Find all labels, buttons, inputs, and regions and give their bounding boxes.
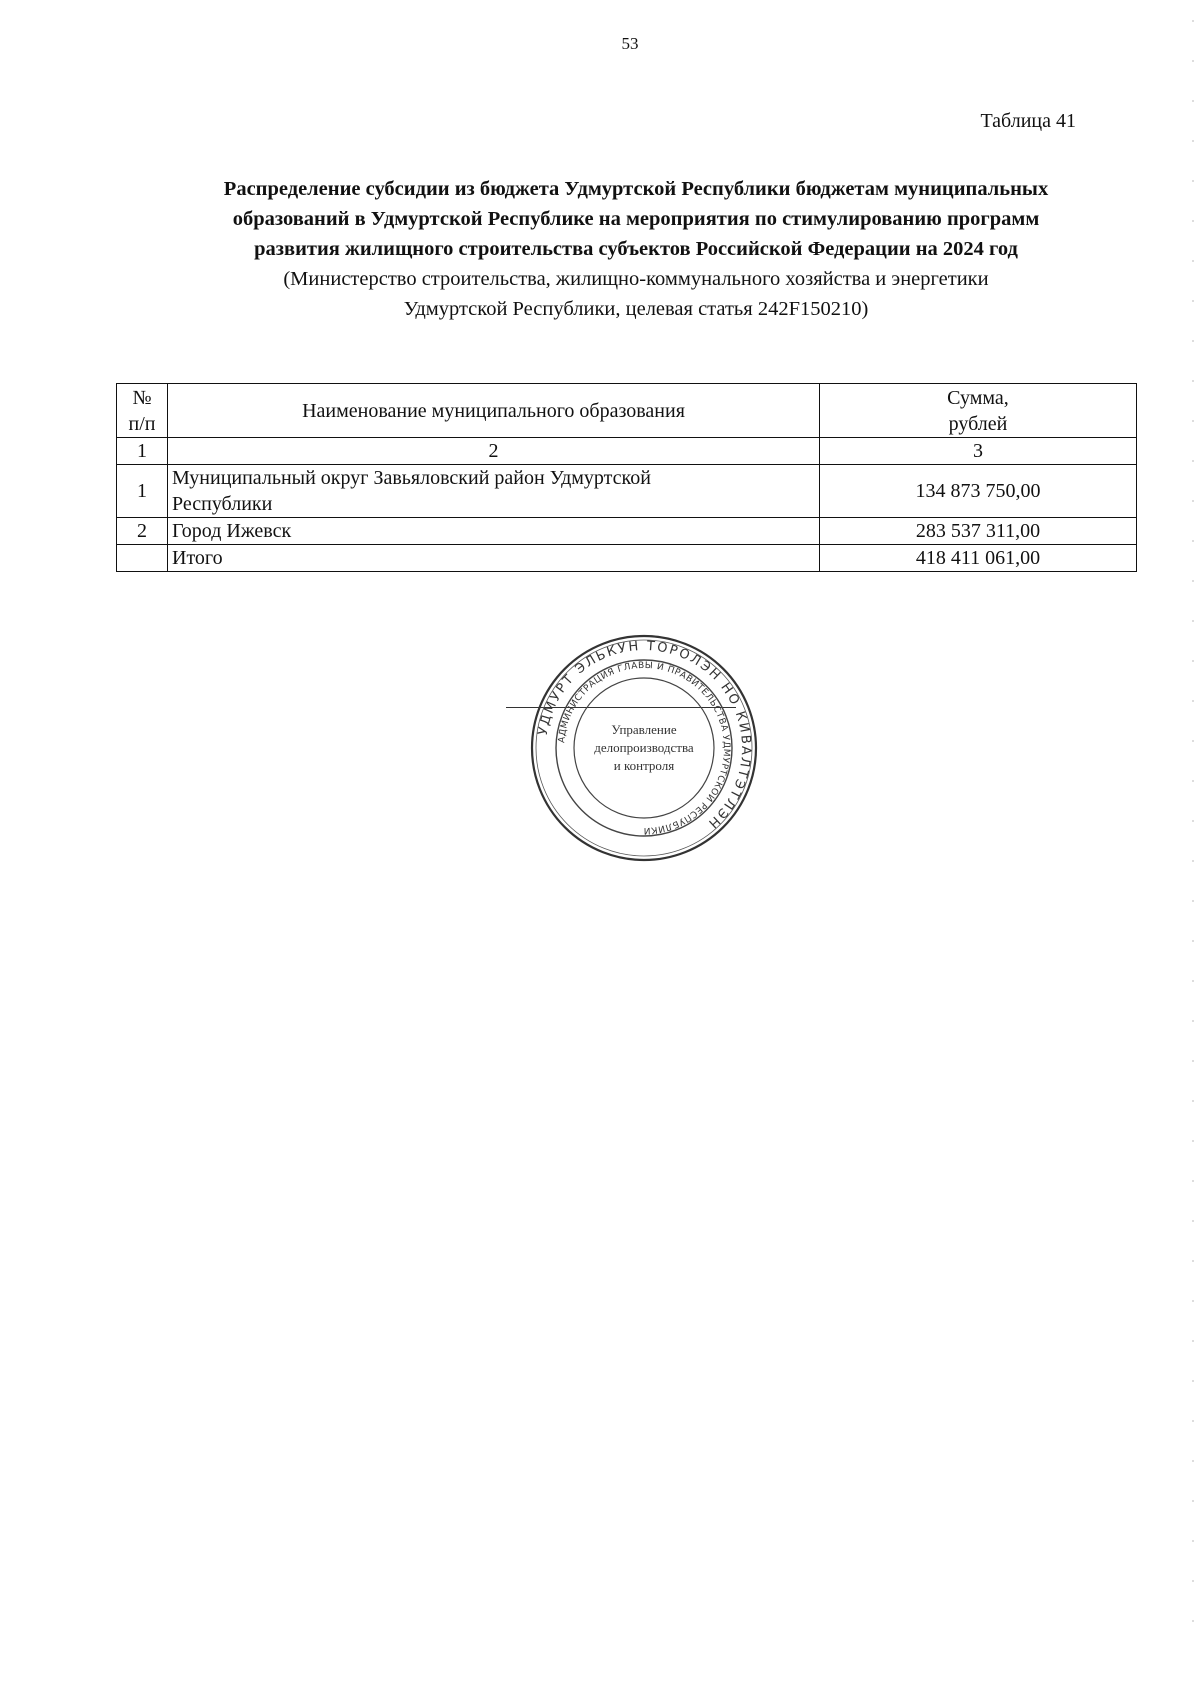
seal-outer-text: УДМУРТ ЭЛЬКУН ТОРОЛЭН НО КИВАЛТЭТЛЭН	[535, 638, 754, 832]
row-number: 1	[117, 465, 168, 518]
row-sum: 134 873 750,00	[820, 465, 1137, 518]
table-label: Таблица 41	[980, 110, 1076, 132]
subtitle-line: (Министерство строительства, жилищно-коммунального хозяйства и энергетики	[283, 268, 989, 290]
header-sum	[820, 384, 1137, 438]
total-number	[117, 545, 168, 572]
title-line: образований в Удмуртской Республике на мероприятия по стимулированию программ	[232, 208, 1040, 230]
header-number	[117, 384, 168, 438]
seal-inner-ring-text: АДМИНИСТРАЦИЯ ГЛАВЫ И ПРАВИТЕЛЬСТВА УДМУРТСКОЙ РЕСПУБЛИКИ	[557, 660, 732, 836]
row-name-line1: Муниципальный округ Завьяловский район Удмуртской	[172, 467, 651, 489]
row-sum: 283 537 311,00	[820, 518, 1137, 545]
title-line: развития жилищного строительства субъектов Российской Федерации на 2024 год	[254, 238, 1018, 260]
column-number: 1	[117, 438, 168, 465]
page-number: 53	[621, 34, 639, 53]
table-row	[117, 465, 1137, 518]
seal-center-line1: Управление	[611, 722, 677, 737]
header-sum-line2: рублей	[948, 412, 1008, 435]
column-number: 2	[168, 438, 820, 465]
official-seal	[524, 628, 764, 868]
row-number: 2	[117, 518, 168, 545]
row-name	[168, 465, 820, 518]
row-name: Город Ижевск	[168, 518, 820, 545]
header-sum-line1: Сумма,	[947, 386, 1009, 409]
seal-center-line2: делопроизводства	[594, 740, 694, 755]
total-row	[117, 545, 1137, 572]
column-number: 3	[820, 438, 1137, 465]
title-line: Распределение субсидии из бюджета Удмуртской Республики бюджетам муниципальных	[223, 178, 1049, 200]
row-name-line2: Республики	[172, 493, 273, 515]
table-header-row	[117, 384, 1137, 438]
document-title	[118, 174, 1154, 324]
header-name: Наименование муниципального образования	[168, 384, 820, 438]
header-number-line2: п/п	[128, 412, 156, 435]
seal-center-line3: и контроля	[613, 758, 675, 773]
subtitle-line: Удмуртской Республики, целевая статья 242F150210)	[403, 298, 869, 320]
scan-edge-artifact	[1192, 20, 1194, 1660]
total-sum: 418 411 061,00	[820, 545, 1137, 572]
table-row	[117, 518, 1137, 545]
column-numbering-row	[117, 438, 1137, 465]
total-label: Итого	[168, 545, 820, 572]
header-number-line1: №	[132, 386, 152, 409]
subsidy-table	[116, 383, 1137, 572]
